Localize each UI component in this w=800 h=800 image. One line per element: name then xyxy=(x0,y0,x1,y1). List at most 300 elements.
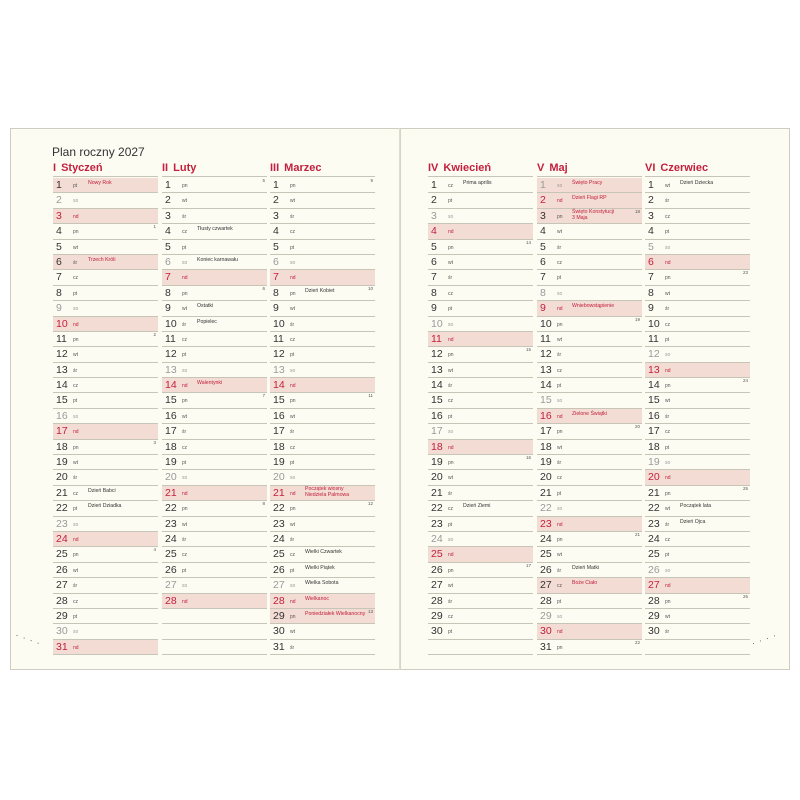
weekday-abbr: cz xyxy=(290,336,295,343)
weekday-abbr: so xyxy=(665,352,671,359)
month-june xyxy=(645,161,750,655)
weekday-abbr: pn xyxy=(557,321,563,328)
day-number: 3 xyxy=(165,209,171,222)
day-row xyxy=(537,640,642,655)
day-number: 14 xyxy=(648,379,660,392)
weekday-abbr: cz xyxy=(448,506,453,513)
day-number: 18 xyxy=(540,440,552,453)
day-row xyxy=(53,209,158,224)
week-number: 1 xyxy=(153,224,156,230)
day-number: 16 xyxy=(56,409,68,422)
week-number: 7 xyxy=(262,393,265,399)
weekday-abbr: pt xyxy=(448,629,453,636)
day-row xyxy=(53,640,158,655)
day-row xyxy=(53,455,158,470)
day-number: 25 xyxy=(273,548,285,561)
week-number: 21 xyxy=(634,531,640,537)
day-row xyxy=(270,378,375,393)
day-row xyxy=(537,501,642,516)
weekday-abbr: so xyxy=(665,460,671,467)
day-row xyxy=(53,347,158,362)
day-row xyxy=(270,286,375,301)
day-note: Koniec karnawału xyxy=(197,256,238,263)
day-row xyxy=(537,609,642,624)
day-row xyxy=(53,378,158,393)
decorative-dots: · · · · xyxy=(14,629,43,649)
day-number: 4 xyxy=(648,225,654,238)
weekday-abbr: śr xyxy=(73,475,78,482)
day-row xyxy=(53,255,158,270)
day-row xyxy=(645,409,750,424)
day-row xyxy=(53,501,158,516)
day-number: 18 xyxy=(273,440,285,453)
day-number: 27 xyxy=(56,579,68,592)
day-number: 26 xyxy=(273,563,285,576)
day-row xyxy=(162,532,267,547)
day-row xyxy=(537,486,642,501)
day-number: 15 xyxy=(431,394,443,407)
day-row xyxy=(645,501,750,516)
weekday-abbr: nd xyxy=(448,229,454,236)
day-row xyxy=(537,286,642,301)
weekday-abbr: śr xyxy=(73,583,78,590)
day-number: 17 xyxy=(431,425,443,438)
day-row xyxy=(53,409,158,424)
week-number: 8 xyxy=(262,501,265,507)
day-row xyxy=(428,178,533,193)
day-number: 29 xyxy=(56,609,68,622)
day-row xyxy=(537,317,642,332)
weekday-abbr: wt xyxy=(290,198,295,205)
weekday-abbr: so xyxy=(73,521,79,528)
weekday-abbr: śr xyxy=(182,213,187,220)
day-row xyxy=(270,578,375,593)
weekday-abbr: śr xyxy=(290,536,295,543)
month-number: III xyxy=(270,162,280,174)
day-row xyxy=(537,332,642,347)
day-number: 24 xyxy=(648,532,660,545)
weekday-abbr: wt xyxy=(182,521,187,528)
weekday-abbr: pt xyxy=(557,598,562,605)
weekday-abbr: pn xyxy=(290,183,296,189)
day-list xyxy=(428,178,533,655)
day-number: 13 xyxy=(648,363,660,376)
day-number: 2 xyxy=(431,194,437,207)
weekday-abbr: nd xyxy=(665,475,671,482)
weekday-abbr: pt xyxy=(73,290,78,297)
weekday-abbr: wt xyxy=(448,367,453,374)
weekday-abbr: pt xyxy=(448,521,453,528)
day-row xyxy=(270,363,375,378)
weekday-abbr: pt xyxy=(557,275,562,282)
day-number: 11 xyxy=(273,332,284,345)
day-row xyxy=(162,317,267,332)
weekday-abbr: so xyxy=(665,567,671,574)
weekday-abbr: wt xyxy=(73,460,78,467)
day-note: Święto Pracy xyxy=(572,180,603,186)
weekday-abbr: śr xyxy=(290,644,295,651)
day-row xyxy=(270,517,375,532)
day-row xyxy=(537,270,642,285)
day-row xyxy=(645,470,750,485)
weekday-abbr: pt xyxy=(290,244,295,251)
day-row xyxy=(53,547,158,562)
day-note: Dzień Babci xyxy=(88,487,116,494)
day-row xyxy=(428,393,533,408)
weekday-abbr: pn xyxy=(448,244,454,251)
day-row xyxy=(428,255,533,270)
day-number: 24 xyxy=(540,532,552,545)
day-row xyxy=(537,578,642,593)
day-number: 13 xyxy=(273,363,285,376)
day-note: Prima aprilis xyxy=(463,180,492,186)
day-number: 30 xyxy=(648,625,660,638)
day-row xyxy=(645,178,750,193)
weekday-abbr: cz xyxy=(73,598,78,605)
weekday-abbr: pn xyxy=(665,598,671,605)
weekday-abbr: so xyxy=(182,583,188,590)
left-page xyxy=(10,128,400,670)
day-row xyxy=(162,517,267,532)
weekday-abbr: śr xyxy=(290,213,295,220)
weekday-abbr: wt xyxy=(290,521,295,528)
day-number: 11 xyxy=(431,332,442,345)
day-row xyxy=(428,470,533,485)
day-row xyxy=(645,517,750,532)
day-number: 29 xyxy=(431,609,443,622)
day-row xyxy=(645,547,750,562)
day-row xyxy=(645,255,750,270)
day-number: 13 xyxy=(165,363,177,376)
day-row xyxy=(537,178,642,193)
day-row xyxy=(53,301,158,316)
day-note: Tłusty czwartek xyxy=(197,226,233,233)
weekday-abbr: pn xyxy=(448,352,454,359)
week-number: 22 xyxy=(634,639,640,645)
day-number: 21 xyxy=(165,486,177,499)
day-row xyxy=(162,332,267,347)
day-number: 10 xyxy=(273,317,285,330)
weekday-abbr: wt xyxy=(448,259,453,266)
day-number: 16 xyxy=(165,409,177,422)
day-number: 19 xyxy=(540,456,552,469)
day-row xyxy=(537,409,642,424)
day-number: 22 xyxy=(56,502,68,515)
day-row xyxy=(537,301,642,316)
day-note: Dzień Ojca xyxy=(680,518,706,525)
day-number: 17 xyxy=(273,425,285,438)
day-number: 22 xyxy=(648,502,660,515)
day-number: 30 xyxy=(431,625,443,638)
day-number: 27 xyxy=(165,579,177,592)
week-number: 11 xyxy=(368,393,373,399)
day-row xyxy=(537,347,642,362)
day-note: Dzień Matki xyxy=(572,564,600,571)
weekday-abbr: so xyxy=(290,259,296,266)
weekday-abbr: pt xyxy=(290,567,295,574)
day-number: 24 xyxy=(431,532,443,545)
weekday-abbr: nd xyxy=(182,383,188,390)
day-number: 31 xyxy=(273,640,285,653)
day-row xyxy=(270,255,375,270)
day-note: Dzień Kobiet xyxy=(305,287,335,294)
day-row xyxy=(645,486,750,501)
day-list xyxy=(162,178,267,655)
day-row xyxy=(162,578,267,593)
day-note: Ostatki xyxy=(197,303,214,310)
weekday-abbr: cz xyxy=(665,321,670,328)
day-row xyxy=(270,486,375,501)
day-row xyxy=(270,624,375,639)
day-number: 16 xyxy=(648,409,660,422)
day-note: Początek lata xyxy=(680,503,712,510)
weekday-abbr: wt xyxy=(73,567,78,574)
day-number: 6 xyxy=(648,255,654,268)
day-row xyxy=(645,532,750,547)
week-number: 14 xyxy=(525,239,531,245)
day-row xyxy=(537,624,642,639)
weekday-abbr: śr xyxy=(557,352,562,359)
weekday-abbr: nd xyxy=(448,444,454,451)
day-number: 7 xyxy=(165,271,171,284)
day-row xyxy=(162,255,267,270)
week-number: 2 xyxy=(153,331,156,337)
weekday-abbr: so xyxy=(557,506,563,513)
day-number: 18 xyxy=(431,440,443,453)
day-number: 25 xyxy=(165,548,177,561)
day-row xyxy=(53,332,158,347)
weekday-abbr: wt xyxy=(665,613,670,620)
weekday-abbr: nd xyxy=(557,413,563,420)
weekday-abbr: śr xyxy=(557,460,562,467)
weekday-abbr: nd xyxy=(557,306,563,313)
day-row xyxy=(270,332,375,347)
day-number: 24 xyxy=(165,532,177,545)
day-number: 4 xyxy=(540,225,546,238)
weekday-abbr: so xyxy=(557,613,563,620)
day-number: 24 xyxy=(273,532,285,545)
week-number: 17 xyxy=(525,562,531,568)
day-number: 30 xyxy=(56,625,68,638)
week-number: 18 xyxy=(634,208,640,214)
day-number: 19 xyxy=(648,456,660,469)
day-row xyxy=(53,224,158,239)
month-may xyxy=(537,161,642,655)
day-number: 20 xyxy=(165,471,177,484)
day-number: 3 xyxy=(431,209,437,222)
day-row xyxy=(53,440,158,455)
day-number: 26 xyxy=(431,563,443,576)
day-note: Wielki Piątek xyxy=(305,564,335,571)
day-row xyxy=(53,270,158,285)
day-row xyxy=(270,393,375,408)
day-number: 8 xyxy=(648,286,654,299)
day-row xyxy=(162,409,267,424)
day-number: 17 xyxy=(648,425,660,438)
day-row xyxy=(162,486,267,501)
weekday-abbr: pt xyxy=(448,413,453,420)
weekday-abbr: pt xyxy=(665,444,670,451)
weekday-abbr: so xyxy=(557,183,563,189)
day-number: 3 xyxy=(540,209,546,222)
day-row xyxy=(428,501,533,516)
day-number: 11 xyxy=(165,332,176,345)
day-row xyxy=(270,270,375,285)
weekday-abbr: cz xyxy=(557,259,562,266)
weekday-abbr: pn xyxy=(557,213,563,220)
day-row xyxy=(428,563,533,578)
day-note: Wielka Sobota xyxy=(305,580,339,587)
day-row xyxy=(645,609,750,624)
day-row xyxy=(270,594,375,609)
weekday-abbr: wt xyxy=(448,475,453,482)
weekday-abbr: cz xyxy=(665,213,670,220)
day-number: 13 xyxy=(431,363,443,376)
day-row xyxy=(645,440,750,455)
day-number: 14 xyxy=(165,379,177,392)
day-row xyxy=(270,563,375,578)
weekday-abbr: so xyxy=(448,536,454,543)
weekday-abbr: śr xyxy=(290,321,295,328)
day-note: Święto Konstytucji 3 Maja xyxy=(572,208,615,221)
day-number: 25 xyxy=(56,548,68,561)
weekday-abbr: pn xyxy=(557,429,563,436)
weekday-abbr: nd xyxy=(290,275,296,282)
weekday-abbr: pt xyxy=(448,198,453,205)
day-number: 31 xyxy=(56,640,68,653)
day-number: 7 xyxy=(431,271,437,284)
day-number: 19 xyxy=(56,456,68,469)
day-row xyxy=(162,193,267,208)
weekday-abbr: pn xyxy=(182,506,188,513)
day-number: 25 xyxy=(648,548,660,561)
weekday-abbr: cz xyxy=(448,613,453,620)
day-number: 10 xyxy=(431,317,443,330)
week-number: 10 xyxy=(367,285,373,291)
day-row xyxy=(270,209,375,224)
day-number: 17 xyxy=(56,425,68,438)
day-number: 10 xyxy=(540,317,552,330)
weekday-abbr: nd xyxy=(73,429,79,436)
week-number: 25 xyxy=(742,485,748,491)
day-row xyxy=(537,455,642,470)
day-row xyxy=(537,193,642,208)
day-number: 7 xyxy=(648,271,654,284)
weekday-abbr: wt xyxy=(557,444,562,451)
day-row xyxy=(53,624,158,639)
day-number: 21 xyxy=(648,486,660,499)
day-number: 27 xyxy=(540,579,552,592)
day-number: 5 xyxy=(56,240,62,253)
day-row xyxy=(428,363,533,378)
day-row xyxy=(270,501,375,516)
weekday-abbr: wt xyxy=(290,306,295,313)
right-page xyxy=(400,128,790,670)
day-row xyxy=(645,378,750,393)
day-number: 12 xyxy=(648,348,660,361)
day-number: 2 xyxy=(540,194,546,207)
day-row xyxy=(428,332,533,347)
day-row xyxy=(645,363,750,378)
day-number: 8 xyxy=(165,286,171,299)
day-number: 15 xyxy=(540,394,552,407)
day-row xyxy=(645,317,750,332)
day-number: 11 xyxy=(540,332,551,345)
day-number: 23 xyxy=(431,517,443,530)
weekday-abbr: śr xyxy=(448,598,453,605)
month-name: Luty xyxy=(173,162,197,174)
day-row xyxy=(428,594,533,609)
day-note: Dzień Flagi RP xyxy=(572,195,607,202)
day-number: 10 xyxy=(56,317,68,330)
weekday-abbr: śr xyxy=(290,429,295,436)
weekday-abbr: śr xyxy=(73,259,78,266)
week-number: 26 xyxy=(742,593,748,599)
day-row xyxy=(270,470,375,485)
day-number: 2 xyxy=(165,194,171,207)
weekday-abbr: nd xyxy=(665,367,671,374)
day-number: 4 xyxy=(431,225,437,238)
day-row xyxy=(645,209,750,224)
weekday-abbr: nd xyxy=(557,629,563,636)
day-number: 15 xyxy=(273,394,285,407)
weekday-abbr: pt xyxy=(73,398,78,405)
day-note: Wielkanoc xyxy=(305,595,329,602)
day-row xyxy=(428,578,533,593)
day-number: 2 xyxy=(56,194,62,207)
day-row xyxy=(645,193,750,208)
day-number: 28 xyxy=(648,594,660,607)
weekday-abbr: nd xyxy=(665,259,671,266)
weekday-abbr: wt xyxy=(290,413,295,420)
day-row xyxy=(537,424,642,439)
weekday-abbr: śr xyxy=(665,521,670,528)
week-number: 3 xyxy=(153,439,156,445)
day-number: 9 xyxy=(431,302,437,315)
day-row xyxy=(537,240,642,255)
weekday-abbr: so xyxy=(73,629,79,636)
day-number: 21 xyxy=(431,486,443,499)
day-row xyxy=(428,240,533,255)
weekday-abbr: nd xyxy=(290,598,296,605)
day-number: 1 xyxy=(165,179,171,191)
day-note: Popielec xyxy=(197,318,217,325)
day-row xyxy=(645,624,750,639)
weekday-abbr: wt xyxy=(182,198,187,205)
day-row xyxy=(645,640,750,655)
day-row xyxy=(162,209,267,224)
day-number: 2 xyxy=(273,194,279,207)
week-number: 13 xyxy=(367,608,373,614)
day-number: 29 xyxy=(273,609,285,622)
weekday-abbr: pn xyxy=(665,490,671,497)
month-name: Styczeń xyxy=(61,162,103,174)
day-number: 13 xyxy=(540,363,552,376)
day-row xyxy=(270,301,375,316)
day-number: 11 xyxy=(648,332,659,345)
weekday-abbr: nd xyxy=(665,583,671,590)
day-note: Zielone Świątki xyxy=(572,410,607,417)
weekday-abbr: wt xyxy=(290,629,295,636)
day-row xyxy=(537,547,642,562)
day-row xyxy=(428,517,533,532)
day-row xyxy=(53,286,158,301)
day-number: 10 xyxy=(165,317,177,330)
weekday-abbr: pt xyxy=(665,229,670,236)
day-row xyxy=(428,424,533,439)
weekday-abbr: pn xyxy=(182,398,188,405)
weekday-abbr: pn xyxy=(448,460,454,467)
